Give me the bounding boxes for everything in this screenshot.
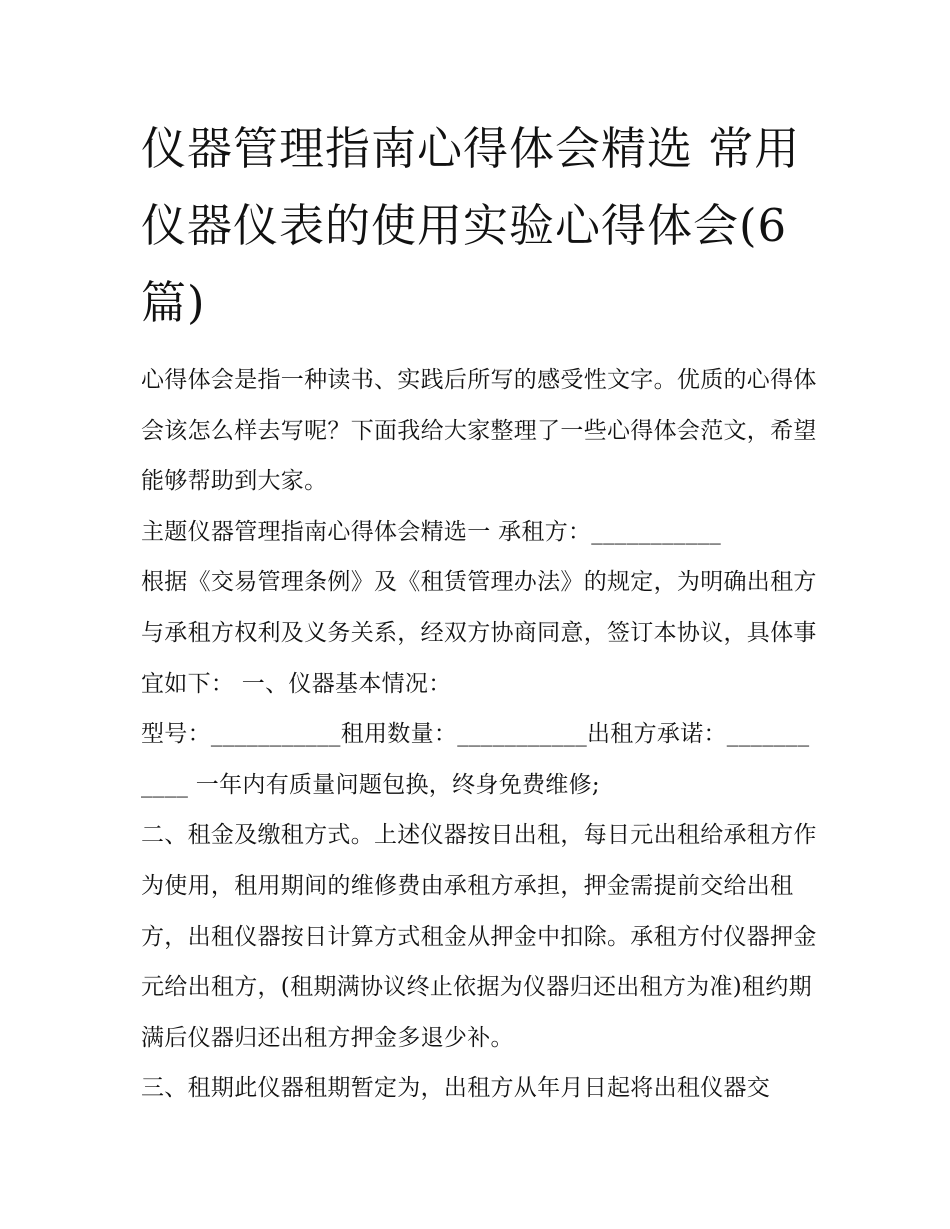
paragraph-lease-term: 三、租期此仪器租期暂定为，出租方从年月日起将出租仪器交 xyxy=(141,1075,771,1102)
paragraph-rent-payment: 二、租金及缴租方式。上述仪器按日出租，每日元出租给承租方作为使用，租用期间的维修费由承租方承担，押金需提前交给出租方，出租仪器按日计算方式租金从押金中扣除。承租方付仪器押金元给出租方，(租期满协议终止依据为仪器归还出租方为准)租约期满后仪器归还出租方押金多退少补。 xyxy=(141,822,817,1051)
paragraph-intro: 心得体会是指一种读书、实践后所写的感受性文字。优质的心得体会该怎么样去写呢？下面我给大家整理了一些心得体会范文，希望能够帮助到大家。 xyxy=(141,367,817,495)
paragraph-legal-basis: 根据《交易管理条例》及《租赁管理办法》的规定，为明确出租方与承租方权利及义务关系，经双方协商同意，签订本协议，具体事宜如下： 一、仪器基本情况： xyxy=(141,569,817,697)
paragraph-subject-lessee: 主题仪器管理指南心得体会精选一 承租方：___________ xyxy=(141,518,722,545)
paragraph-model-quantity: 型号：___________租用数量：___________出租方承诺：___________ 一年内有质量问题包换，终身免费维修; xyxy=(141,721,810,798)
document-title: 仪器管理指南心得体会精选 常用仪器仪表的使用实验心得体会(6篇) xyxy=(141,122,801,329)
document-body xyxy=(141,355,821,1114)
